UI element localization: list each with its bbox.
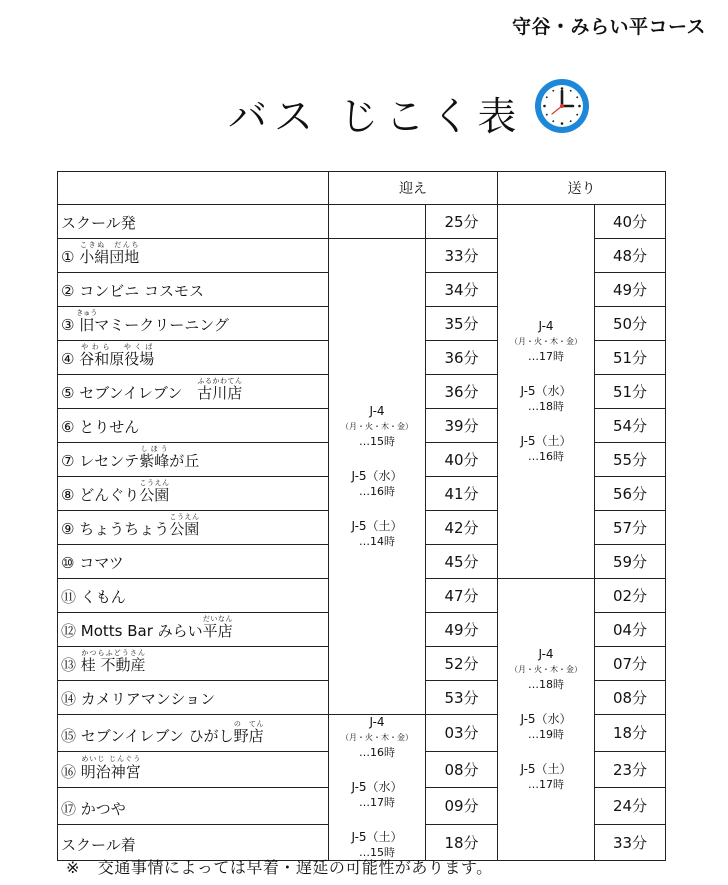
clock-icon	[532, 76, 592, 136]
pickup-time: 53分	[426, 681, 498, 715]
stop-name: ⑩ コマツ	[58, 545, 329, 579]
stop-name: ⑭ カメリアマンション	[58, 681, 329, 715]
stop-name: ⑪ くもん	[58, 579, 329, 613]
schedule-note-dropoff-a: J-4 （月・火・木・金） …17時 J-5（水） …18時 J-5（土） …16時	[498, 205, 595, 579]
stop-name: ⑥ とりせん	[58, 409, 329, 443]
pickup-time: 18分	[426, 824, 498, 861]
title-area	[0, 76, 728, 146]
pickup-time: 45分	[426, 545, 498, 579]
stop-name: ⑬ 桂 不動産かつらふどうさん	[58, 647, 329, 681]
stop-name: ② コンビニ コスモス	[58, 273, 329, 307]
dropoff-time: 51分	[595, 375, 666, 409]
dropoff-time: 23分	[595, 751, 666, 788]
dropoff-time: 24分	[595, 788, 666, 825]
stop-name: ⑧ どんぐり公園こうえん	[58, 477, 329, 511]
dropoff-time: 33分	[595, 824, 666, 861]
pickup-time: 42分	[426, 511, 498, 545]
dropoff-time: 55分	[595, 443, 666, 477]
pickup-time: 47分	[426, 579, 498, 613]
table-row	[58, 205, 666, 239]
pickup-time: 40分	[426, 443, 498, 477]
stop-name: ④ 谷和原役場やわら やくば	[58, 341, 329, 375]
header-row	[58, 172, 666, 205]
pickup-time: 41分	[426, 477, 498, 511]
schedule-note-pickup-b: J-4 （月・火・木・金） …16時 J-5（水） …17時 J-5（土） …15時	[329, 715, 426, 861]
dropoff-time: 02分	[595, 579, 666, 613]
page-title: バス じこく表	[228, 95, 524, 140]
dropoff-time: 49分	[595, 273, 666, 307]
pickup-time: 25分	[426, 205, 498, 239]
stop-name: ⑯ 明治神宮めいじ じんぐう	[58, 751, 329, 788]
dropoff-time: 07分	[595, 647, 666, 681]
dropoff-time: 40分	[595, 205, 666, 239]
pickup-time: 09分	[426, 788, 498, 825]
note-mark: ※	[66, 858, 80, 877]
stop-name: ⑦ レセンテ紫峰しほうが丘	[58, 443, 329, 477]
pickup-time: 39分	[426, 409, 498, 443]
dropoff-time: 50分	[595, 307, 666, 341]
note-text: 交通事情によっては早着・遅延の可能性があります。	[97, 858, 493, 877]
pickup-note-blank	[329, 205, 426, 239]
stop-name: ① 小絹団地こきぬ だんち	[58, 239, 329, 273]
stop-name: ③ 旧きゅうマミークリーニング	[58, 307, 329, 341]
dropoff-time: 54分	[595, 409, 666, 443]
dropoff-time: 56分	[595, 477, 666, 511]
header-stop	[58, 172, 329, 205]
dropoff-time: 04分	[595, 613, 666, 647]
schedule-note-dropoff-b: J-4 （月・火・木・金） …18時 J-5（水） …19時 J-5（土） …17時	[498, 579, 595, 861]
dropoff-time: 59分	[595, 545, 666, 579]
stop-name: ⑰ かつや	[58, 788, 329, 825]
dropoff-time: 18分	[595, 715, 666, 752]
stop-name: スクール着	[58, 824, 329, 861]
dropoff-time: 08分	[595, 681, 666, 715]
pickup-time: 36分	[426, 375, 498, 409]
pickup-time: 35分	[426, 307, 498, 341]
pickup-time: 03分	[426, 715, 498, 752]
timetable	[57, 171, 666, 861]
course-name: 守谷・みらい平コース	[511, 16, 706, 38]
dropoff-time: 57分	[595, 511, 666, 545]
header-pickup: 迎え	[329, 172, 498, 205]
pickup-time: 34分	[426, 273, 498, 307]
pickup-time: 08分	[426, 751, 498, 788]
pickup-time: 36分	[426, 341, 498, 375]
dropoff-time: 51分	[595, 341, 666, 375]
stop-name: ⑨ ちょうちょう公園こうえん	[58, 511, 329, 545]
pickup-time: 33分	[426, 239, 498, 273]
dropoff-time: 48分	[595, 239, 666, 273]
stop-name: ⑤ セブンイレブン 古川店ふるかわてん	[58, 375, 329, 409]
stop-name: ⑫ Motts Bar みらい平店だいなん	[58, 613, 329, 647]
stop-name: スクール発	[58, 205, 329, 239]
pickup-time: 52分	[426, 647, 498, 681]
stop-name: ⑮ セブンイレブン ひがし野店の てん	[58, 715, 329, 752]
footer-note	[66, 855, 493, 878]
pickup-time: 49分	[426, 613, 498, 647]
header-dropoff: 送り	[498, 172, 666, 205]
schedule-note-pickup-a: J-4 （月・火・木・金） …15時 J-5（水） …16時 J-5（土） …14時	[329, 239, 426, 715]
